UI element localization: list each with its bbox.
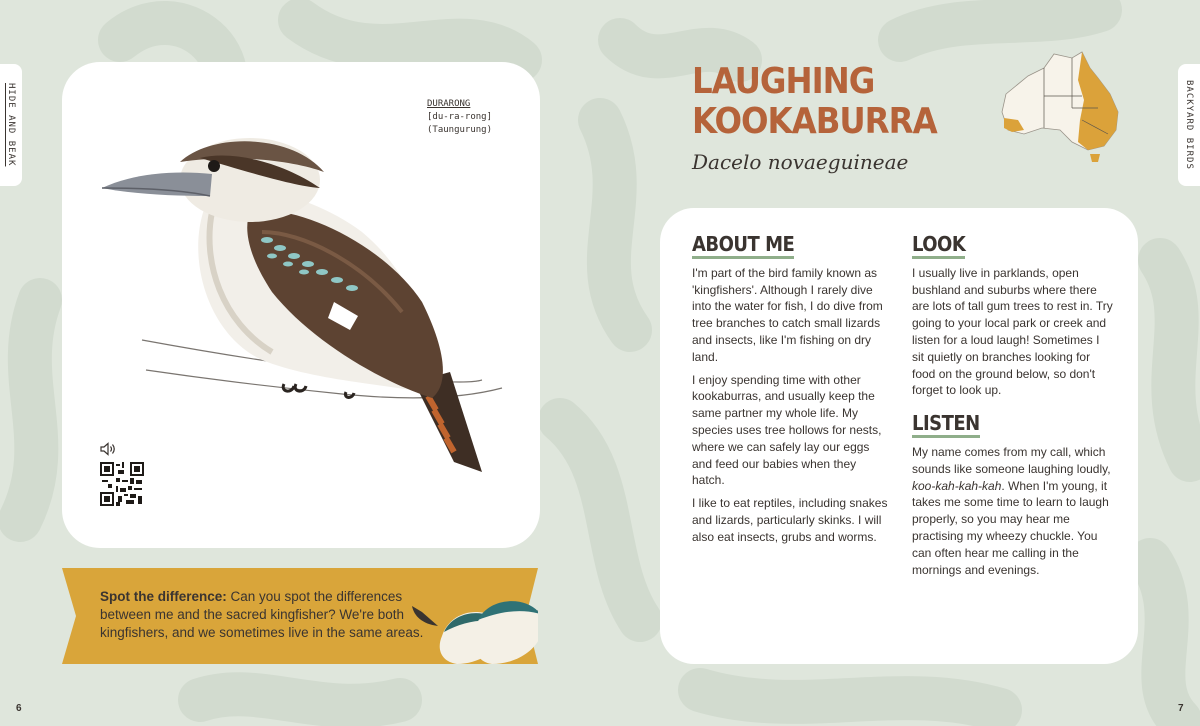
look-listen-column [912, 232, 1114, 584]
listen-paragraph [912, 444, 1114, 578]
scientific-name: Dacelo novaeguineae [692, 150, 909, 174]
listen-text-before: My name comes from my call, which sounds like someone laughing loudly, [912, 444, 1111, 476]
listen-call: koo-kah-kah-kah [912, 478, 1002, 493]
title-line-2: KOOKABURRA [692, 101, 937, 142]
listen-heading: LISTEN [912, 415, 980, 438]
spot-the-difference-body: Can you spot the differences between me and the sacred kingfisher? We're both kingfishers, and we sometimes live in the same areas. [100, 589, 424, 640]
about-paragraph: I'm part of the bird family known as 'kingfishers'. Although I rarely dive into the water for fish, I do dive from tree branches to catch small lizards and insects, like I'm fishing on dry land. [692, 265, 883, 364]
indigenous-language: (Taungurung) [427, 125, 493, 135]
indigenous-name: DURARONG [427, 99, 471, 109]
about-column [692, 232, 892, 552]
qr-code[interactable] [100, 462, 144, 506]
about-paragraph: I enjoy spending time with other kookaburras, and usually keep the same partner my whole life. My species uses tree hollows for nests, where we can safely lay our eggs and feed our babies when they hatch. [692, 372, 882, 488]
audio-icon[interactable] [100, 442, 118, 456]
illustration-card [62, 62, 540, 548]
distribution-map [998, 50, 1122, 166]
title-line-1: LAUGHING [692, 61, 875, 102]
about-paragraph: I like to eat reptiles, including snakes and lizards, particularly skinks. I will also eat insects, grubs and worms. [692, 496, 888, 544]
listen-text-after: . When I'm young, it takes me some time to learn to laugh properly, so you may hear me practising my wheezy chuckle. You can often hear me calling in the mornings and evenings. [912, 478, 1109, 577]
about-heading: ABOUT ME [692, 236, 794, 259]
section-tab-label: HIDE AND BEAK [6, 83, 16, 167]
spot-the-difference-label: Spot the difference: [100, 589, 227, 604]
indigenous-name-block [427, 98, 492, 137]
section-tab-backyard-birds[interactable] [1178, 64, 1200, 186]
indigenous-pronunciation: [du-ra-rong] [427, 112, 493, 122]
look-heading: LOOK [912, 236, 965, 259]
section-tab-label: BACKYARD BIRDS [1184, 80, 1194, 170]
page-title [692, 62, 952, 142]
section-tab-hide-and-beak[interactable] [0, 64, 22, 186]
look-paragraph: I usually live in parklands, open bushland and suburbs where there are lots of tall gum trees to rest in. Try going to your local park or creek and listen for a loud laugh! Sometimes I sit quietly on branches looking for food on the ground below, so don't forget to look up. [912, 265, 1113, 398]
page-number-left: 6 [16, 703, 22, 714]
spot-the-difference-text [100, 588, 430, 642]
page-number-right: 7 [1178, 703, 1184, 714]
